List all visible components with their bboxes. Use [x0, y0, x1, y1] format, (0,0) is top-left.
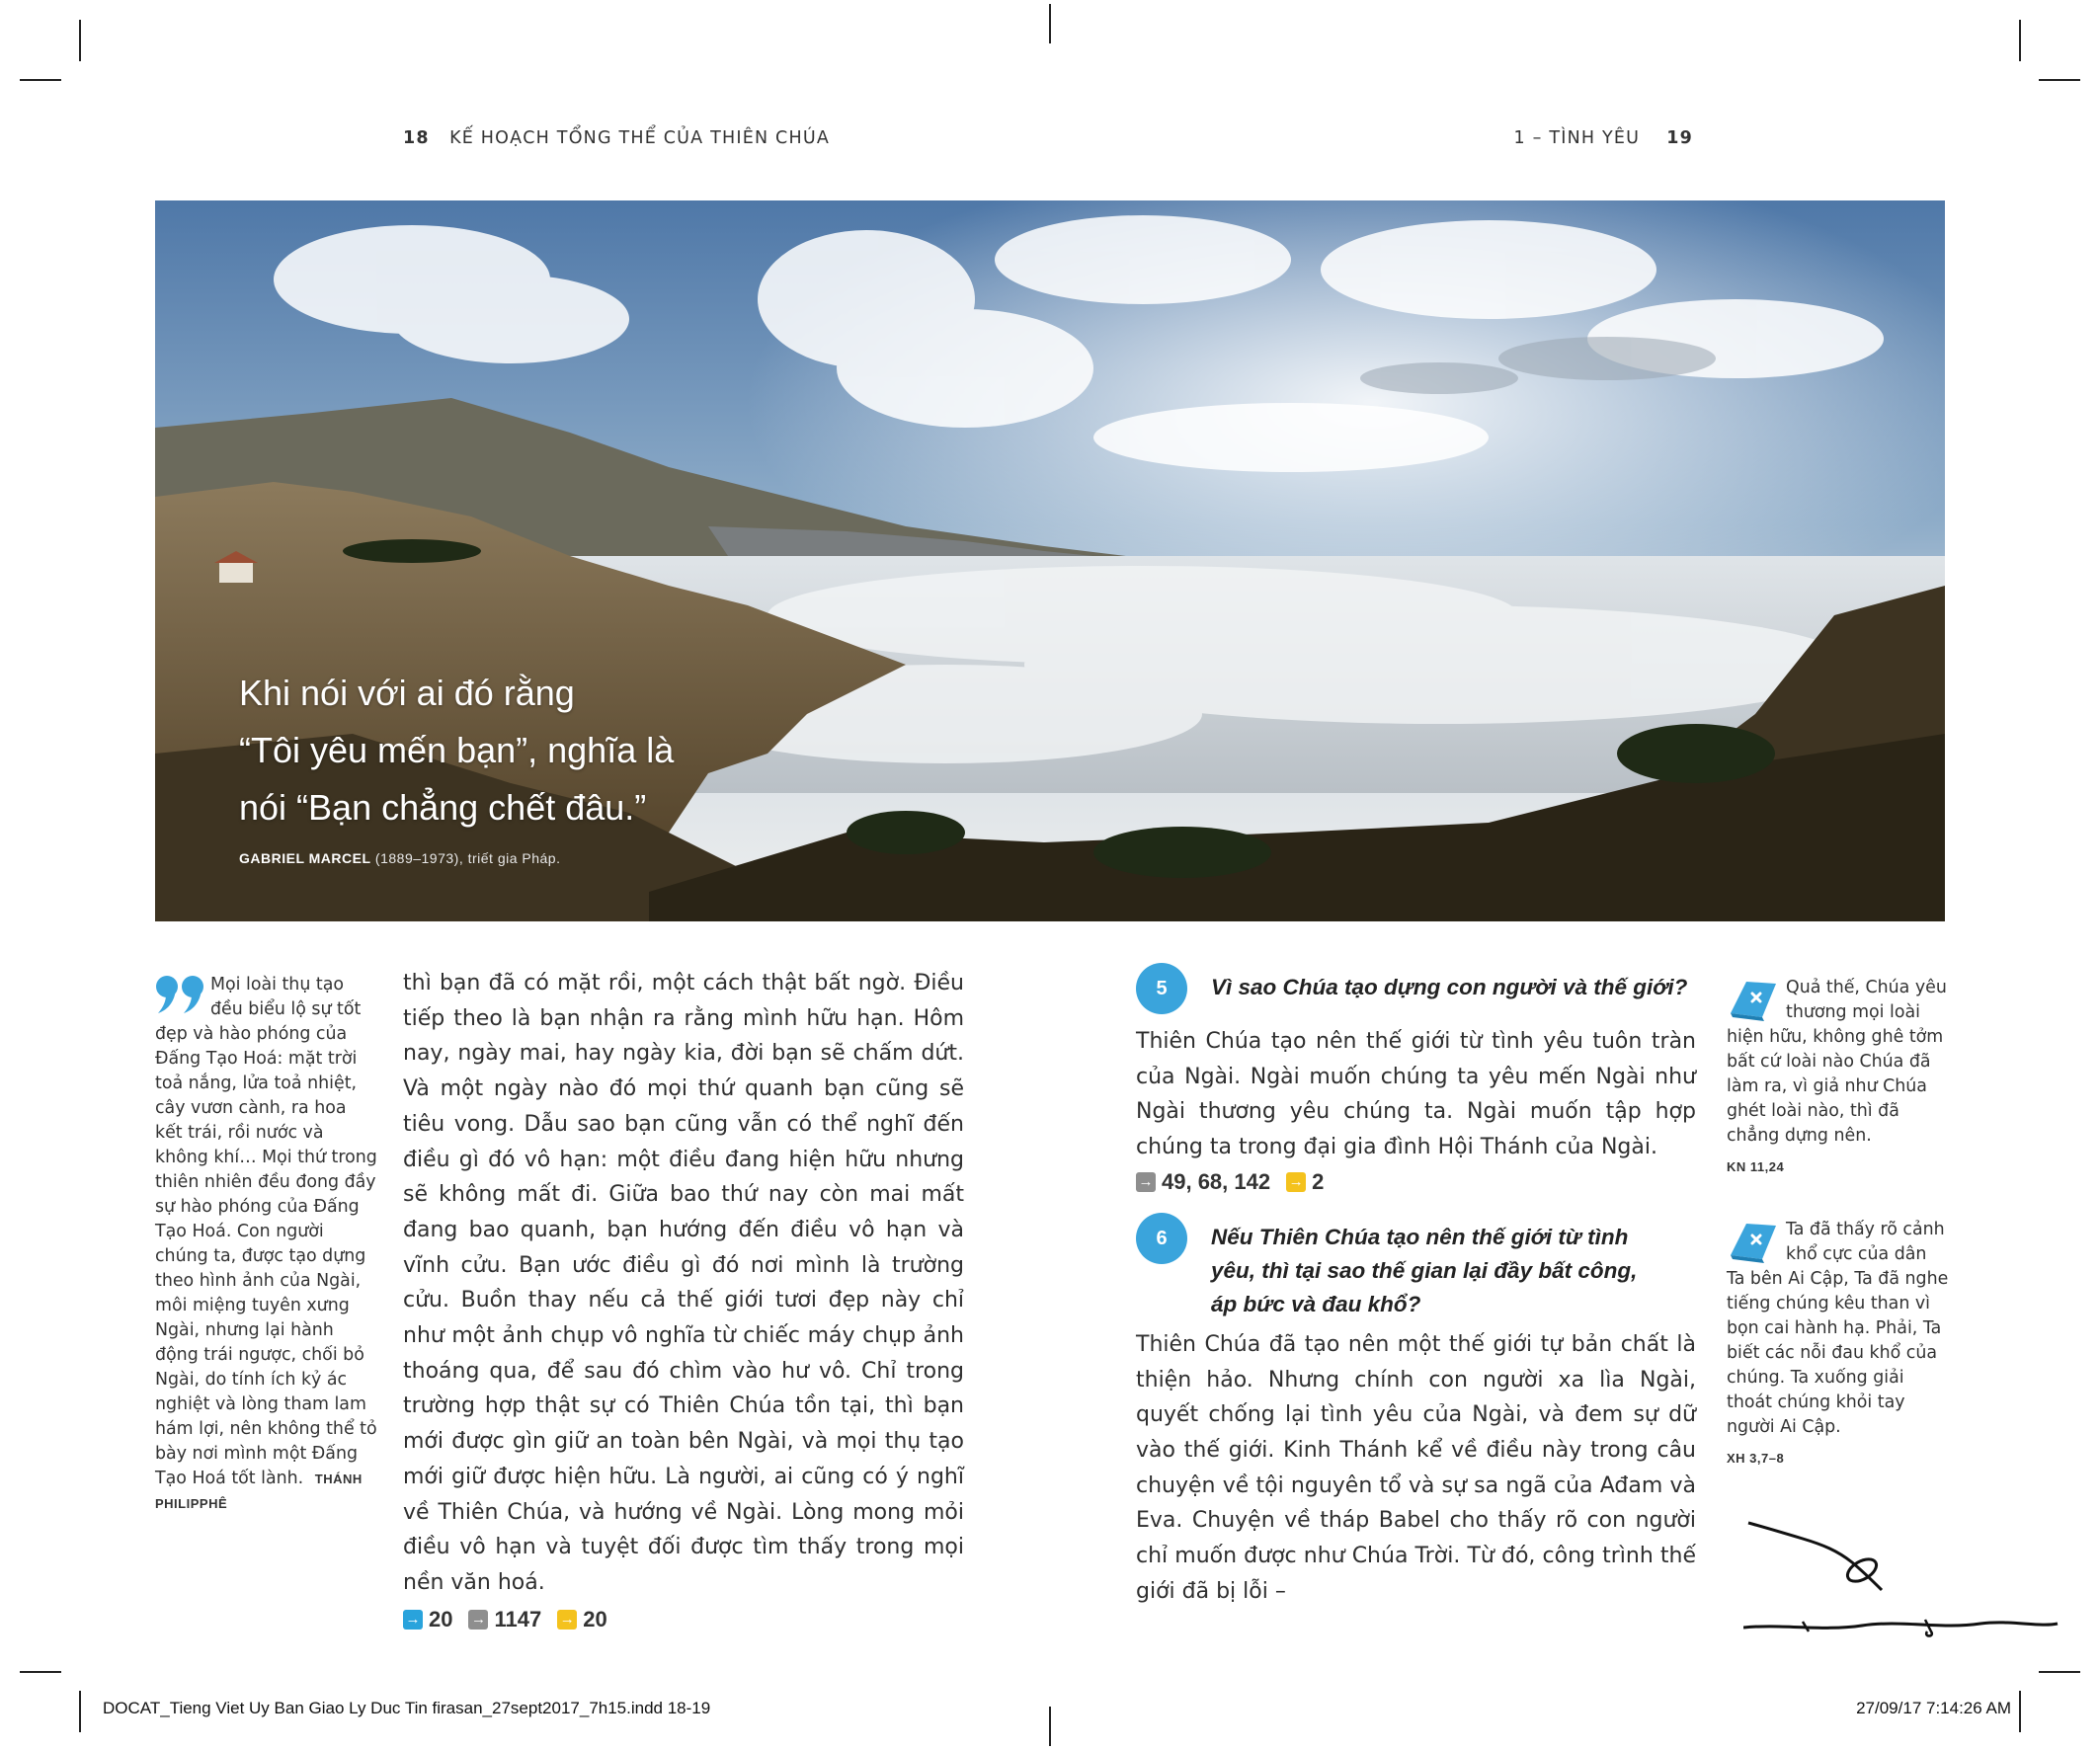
bible-icon: [1727, 1218, 1780, 1265]
question-heading: [1136, 1213, 1696, 1321]
cross-references: [1136, 1165, 1696, 1199]
crop-mark: [2019, 1691, 2021, 1732]
question-answer: Thiên Chúa tạo nên thế giới từ tình yêu tuôn tràn của Ngài. Ngài muốn chúng ta yêu mến Ngài như Ngài thương yêu chúng ta. Ngài muốn tập hợp chúng ta trong đại gia đình Hội Thánh của Ngài.: [1136, 1029, 1696, 1160]
page-number-left: 18: [403, 128, 430, 148]
crop-mark: [79, 1691, 81, 1732]
scripture-reference: KN 11,24: [1727, 1159, 1785, 1174]
quote-mark-icon: [155, 975, 210, 1014]
chapter-title-left: KẾ HOẠCH TỔNG THỂ CỦA THIÊN CHÚA: [449, 128, 830, 148]
photo-quote-author: GABRIEL MARCEL: [239, 850, 371, 866]
crop-mark: [1049, 1707, 1051, 1746]
photo-quote: [239, 665, 832, 866]
landscape-photo: [155, 200, 1945, 921]
cross-reference-link[interactable]: 49, 68, 142: [1162, 1168, 1271, 1194]
cross-reference-link[interactable]: 1147: [494, 1606, 542, 1631]
running-header-right: [1514, 128, 1693, 148]
photo-quote-attribution: [239, 850, 832, 866]
photo-quote-text: Khi nói với ai đó rằng “Tôi yêu mến bạn”, nghĩa là nói “Bạn chẳng chết đâu.”: [239, 673, 675, 828]
question-number-badge: 6: [1136, 1213, 1187, 1264]
crop-mark: [2039, 79, 2080, 81]
main-column: [403, 966, 964, 1636]
crop-mark: [2039, 1671, 2080, 1673]
crop-mark: [20, 1671, 61, 1673]
arrow-right-icon: →: [468, 1610, 488, 1630]
scripture-note: [1727, 976, 1949, 1179]
scripture-note-text: Ta đã thấy rõ cảnh khổ cực của dân Ta bên Ai Cập, Ta đã nghe tiếng chúng kêu than vì bọn cai hành hạ. Phải, Ta biết các nỗi đau khổ của chúng. Ta xuống giải thoát chúng khỏi tay người Ai Cập.: [1727, 1220, 1949, 1437]
sidebar-quote-source: THÁNH PHILIPPHÊ: [155, 1472, 363, 1511]
footer-file-slug: DOCAT_Tieng Viet Uy Ban Giao Ly Duc Tin firasan_27sept2017_7h15.indd 18-19: [103, 1699, 711, 1717]
cross-reference-link[interactable]: 20: [583, 1606, 607, 1631]
bible-icon: [1727, 976, 1780, 1023]
question-answer: Thiên Chúa đã tạo nên một thế giới tự bản chất là thiện hảo. Nhưng chính con người xa lìa Ngài, quyết chống lại tình yêu của Ngài, và đem sự dữ vào thế giới. Kinh Thánh kể về điều này trong câu chuyện về tội nguyên tổ và sự sa ngã của Ađam và Eva. Chuyện về tháp Babel cho thấy rõ con người chỉ muốn được như Chúa Trời. Từ đó, công trình thế giới đã bị lỗi –: [1136, 1331, 1696, 1604]
chapter-title-right: 1 – TÌNH YÊU: [1513, 128, 1641, 148]
scripture-note-text: Quả thế, Chúa yêu thương mọi loài hiện hữu, không ghê tởm bất cứ loài nào Chúa đã làm ra, vì giả như Chúa ghét loài nào, thì đã chẳng dựng nên.: [1727, 978, 1947, 1146]
footer-timestamp: 27/09/17 7:14:26 AM: [1856, 1699, 2011, 1717]
crop-mark: [20, 79, 61, 81]
sidebar-quote-text: Mọi loài thụ tạo đều biểu lộ sự tốt đẹp và hào phóng của Đấng Tạo Hoá: mặt trời toả nắng, lửa toả nhiệt, cây vươn cành, ra hoa kết trái, rồi nước và không khí… Mọi thứ trong thiên nhiên đều đong đầy sự hào phóng của Đấng Tạo Hoá. Con người chúng ta, được tạo dựng theo hình ảnh của Ngài, môi miệng tuyên xưng Ngài, nhưng lại hành động trái ngược, chối bỏ Ngài, do tính ích kỷ ác nghiệt và lòng tham lam hám lợi, nên không thể tỏ bày nơi mình một Đấng Tạo Hoá tốt lành.: [155, 975, 377, 1488]
scripture-note: [1727, 1218, 1949, 1471]
question-title: Vì sao Chúa tạo dựng con người và thế giới?: [1211, 975, 1688, 999]
questions-column: [1136, 963, 1696, 1609]
arrow-right-icon: →: [557, 1610, 577, 1630]
question-heading: [1136, 963, 1696, 1014]
main-body-text: thì bạn đã có mặt rồi, một cách thật bất ngờ. Điều tiếp theo là bạn nhận ra rằng mình hữu hạn. Hôm nay, ngày mai, hay ngày kia, đời bạn sẽ chấm dứt. Và một ngày nào đó mọi thứ quanh bạn cũng sẽ tiêu vong. Dẫu sao bạn cũng vẫn có thể nghĩ đến điều gì đó vô hạn: một điều đang hiện hữu nhưng sẽ không mất đi. Giữa bao thứ nay còn mai mất đang bao quanh, bạn hướng đến điều vô hạn và vĩnh cửu. Bạn ước điều gì đó nơi mình là trường cửu. Buồn thay nếu cả thế giới tươi đẹp này chỉ như một ảnh chụp vô nghĩa từ chiếc máy chụp ảnh thoáng qua, để sau đó chìm vào hư vô. Chỉ trong trường hợp thật sự có Thiên Chúa tồn tại, thì bạn mới được gìn giữ an toàn bên Ngài, và mọi thụ tạo mới giữ được hiện hữu. Là người, ai cũng có ý nghĩ về Thiên Chúa, và hướng về Ngài. Lòng mong mỏi điều vô hạn và tuyệt đối được tìm thấy trong mọi nền văn hoá.: [403, 971, 964, 1595]
cross-reference-link[interactable]: 20: [429, 1606, 453, 1631]
photo-quote-author-details: (1889–1973), triết gia Pháp.: [370, 850, 561, 866]
doodle-illustration: [1743, 1521, 2060, 1649]
arrow-right-icon: →: [1286, 1172, 1306, 1192]
arrow-right-icon: →: [1136, 1172, 1156, 1192]
question-title: Nếu Thiên Chúa tạo nên thế giới từ tình yêu, thì tại sao thế gian lại đầy bất công, áp bức và đau khổ?: [1211, 1224, 1638, 1316]
page-number-right: 19: [1666, 128, 1693, 148]
sidebar-quote: [155, 973, 377, 1516]
cross-reference-link[interactable]: 2: [1312, 1168, 1325, 1194]
running-header-left: [403, 128, 830, 148]
cross-references: [403, 1603, 964, 1636]
arrow-right-icon: →: [403, 1610, 423, 1630]
question-number-badge: 5: [1136, 963, 1187, 1014]
crop-mark: [79, 20, 81, 61]
crop-mark: [2019, 20, 2021, 61]
crop-mark: [1049, 4, 1051, 43]
scripture-reference: XH 3,7–8: [1727, 1451, 1785, 1466]
